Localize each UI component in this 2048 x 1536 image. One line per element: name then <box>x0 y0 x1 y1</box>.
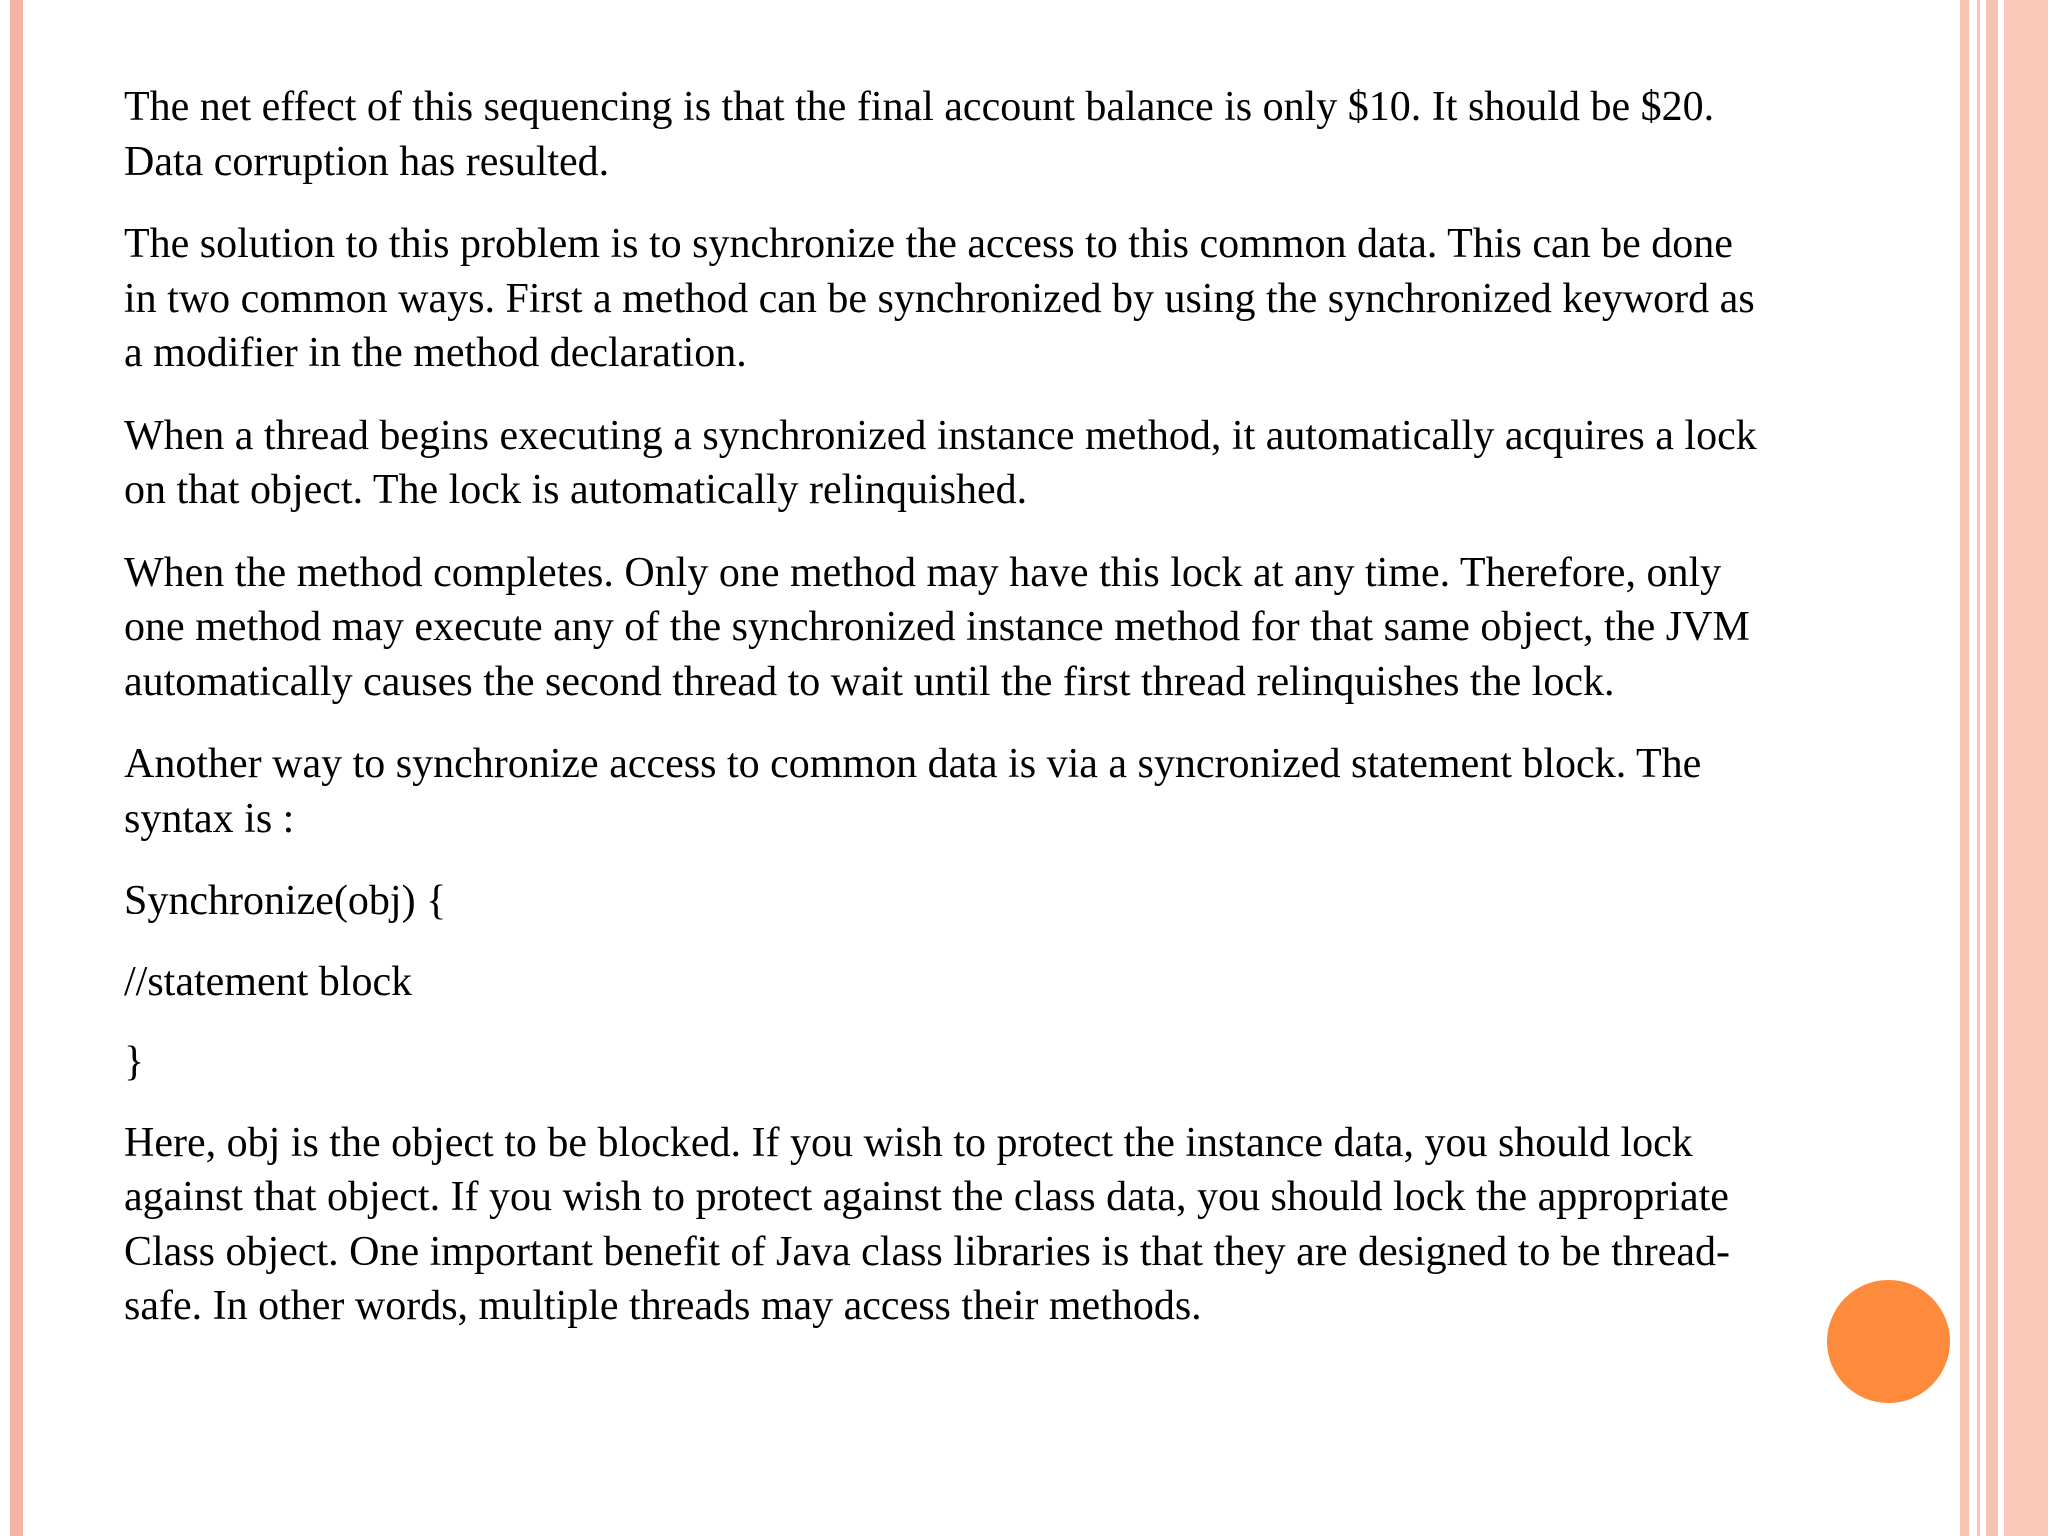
left-border-stripe <box>10 0 23 1536</box>
right-border-stripe <box>1986 0 1998 1536</box>
paragraph: Another way to synchronize access to common data is via a syncronized statement block. The syntax is : <box>124 741 1702 842</box>
paragraph: When the method completes. Only one method may have this lock at any time. Therefore, only one method may execute any of the synchronized instance method for that same object, the JVM automatically causes the second thread to wait until the first thread relinquishes the lock. <box>124 549 1750 705</box>
paragraph: The solution to this problem is to synchronize the access to this common data. This can be done in two common ways. First a method can be synchronized by using the synchronized keyword as a modifier in the method declaration. <box>124 221 1755 376</box>
paragraph: The net effect of this sequencing is that the final account balance is only $10. It should be $20. Data corruption has resulted. <box>124 84 1715 185</box>
orange-circle-decoration <box>1827 1280 1950 1403</box>
closing-paragraph: Here, obj is the object to be blocked. If you wish to protect the instance data, you should lock against that object. If you wish to protect against the class data, you should lock the appropriate Class object. One important benefit of Java class libraries is that they are designed to be thread- safe. In other words, multiple threads may access their methods. <box>124 1119 1730 1329</box>
right-border-stripe <box>1960 0 1969 1536</box>
right-border-stripe <box>1977 0 1980 1536</box>
code-line: //statement block <box>124 958 413 1005</box>
right-border-stripe <box>2004 0 2048 1536</box>
paragraph: When a thread begins executing a synchronized instance method, it automatically acquires a lock on that object. The lock is automatically relinquished. <box>124 412 1757 513</box>
code-line: Synchronize(obj) { <box>124 878 447 924</box>
slide-body <box>124 80 1894 1362</box>
code-line: } <box>124 1039 145 1085</box>
